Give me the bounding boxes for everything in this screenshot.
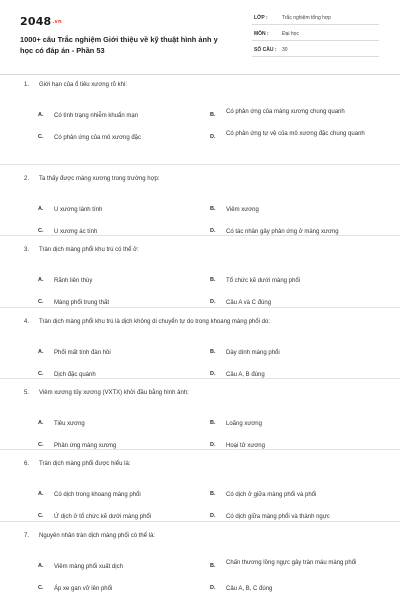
option-letter: D. xyxy=(210,134,216,140)
option-letter: B. xyxy=(210,349,216,355)
question-prompt: Viêm xương tủy xương (VXTX) khởi đầu bằng hình ảnh: xyxy=(39,390,189,396)
option-letter: C. xyxy=(38,442,44,448)
question-prompt: Tràn dịch màng phổi khu trú có thể ở: xyxy=(39,247,139,253)
option-text: Rãnh liên thùy xyxy=(54,278,93,284)
question-prompt: Nguyên nhân tràn dịch màng phổi có thể là: xyxy=(39,533,156,539)
question-divider xyxy=(0,521,400,522)
question-prompt: Tràn dịch màng phổi khu trú là dịch không di chuyển tự do trong khoang màng phổi do: xyxy=(39,319,270,325)
option-text: Câu A và C đúng xyxy=(226,300,272,306)
option-letter: B. xyxy=(210,563,216,569)
option-text: Dịch đặc quánh xyxy=(54,372,96,378)
question-prompt: Ta thấy được màng xương trong trường hợp: xyxy=(39,176,160,182)
option-text: Viêm xương xyxy=(226,207,259,213)
question-number: 5. xyxy=(24,390,30,396)
question-text xyxy=(24,390,384,396)
option-text: U xương ác tính xyxy=(54,229,98,235)
option-text: Chấn thương lồng ngực gây tràn máu màng phổi xyxy=(226,560,357,566)
option-text: Phản ứng màng xương xyxy=(54,443,117,449)
site-logo[interactable] xyxy=(20,15,62,28)
meta-value: Trắc nghiệm tổng hợp xyxy=(282,15,331,21)
option-text: Tiêu xương xyxy=(54,421,85,427)
question-divider xyxy=(0,378,400,379)
document-title: 1000+ câu Trắc nghiệm Giới thiệu về kỹ thuật hình ảnh y học có đáp án - Phần 53 xyxy=(20,35,218,55)
option-text: Có phản ứng tự vệ của mô xương đặc chung quanh xyxy=(226,131,365,137)
option-text: Dày dính màng phổi xyxy=(226,350,280,356)
meta-subject-row xyxy=(252,28,379,41)
option-text: Câu A, B, C đúng xyxy=(226,586,273,592)
option-letter: D. xyxy=(210,228,216,234)
meta-label: MÔN : xyxy=(254,31,269,37)
option-letter: D. xyxy=(210,299,216,305)
option-letter: A. xyxy=(38,277,44,283)
option-letter: A. xyxy=(38,349,44,355)
option-letter: C. xyxy=(38,134,44,140)
option-letter: A. xyxy=(38,563,44,569)
option-letter: A. xyxy=(38,491,44,497)
option-letter: A. xyxy=(38,206,44,212)
header-divider xyxy=(0,74,400,75)
option-text: Có tình trạng nhiễm khuẩn mạn xyxy=(54,113,139,119)
option-text: Có dịch giữa màng phổi và thành ngực xyxy=(226,514,330,520)
option-letter: B. xyxy=(210,206,216,212)
question-number: 1. xyxy=(24,82,30,88)
option-text: Viêm màng phổi xuất dịch xyxy=(54,564,123,570)
option-text: Có phản ứng của mô xương đặc xyxy=(54,135,142,141)
meta-label: SỐ CÂU : xyxy=(254,47,277,53)
option-letter: C. xyxy=(38,228,44,234)
option-text: Có dịch ở giữa màng phổi và phổi xyxy=(226,492,317,498)
option-text: Có dịch trong khoang màng phổi xyxy=(54,492,141,498)
option-text: Ứ dịch ở tổ chức kẽ dưới màng phổi xyxy=(54,514,152,520)
option-text: Có phản ứng của màng xương chung quanh xyxy=(226,109,345,115)
option-text: Phổi mất tính đàn hồi xyxy=(54,350,111,356)
meta-value: 30 xyxy=(282,47,288,53)
question-number: 4. xyxy=(24,319,30,325)
option-text: Câu A, B đúng xyxy=(226,372,265,378)
question-text xyxy=(24,533,384,539)
option-letter: A. xyxy=(38,420,44,426)
option-letter: B. xyxy=(210,112,216,118)
option-letter: B. xyxy=(210,491,216,497)
question-text xyxy=(24,319,384,325)
question-number: 6. xyxy=(24,461,30,467)
question-text xyxy=(24,247,384,253)
option-text: Áp xe gan vỡ lên phổi xyxy=(54,586,113,592)
question-text xyxy=(24,82,384,88)
option-letter: C. xyxy=(38,585,44,591)
option-text: U xương lành tính xyxy=(54,207,103,213)
logo-text: 2048 xyxy=(20,15,52,28)
option-text: Loãng xương xyxy=(226,421,262,427)
option-text: Hoại tử xương xyxy=(226,443,265,449)
option-letter: D. xyxy=(210,371,216,377)
option-letter: C. xyxy=(38,299,44,305)
question-text xyxy=(24,461,384,467)
question-prompt: Giới hạn của ổ tiêu xương rõ khi: xyxy=(39,82,127,88)
meta-count-row xyxy=(252,44,379,57)
option-text: Tổ chức kẽ dưới màng phổi xyxy=(226,278,301,284)
question-number: 2. xyxy=(24,176,30,182)
question-text xyxy=(24,176,384,182)
meta-value: Đại học xyxy=(282,31,299,37)
option-text: Có tác nhân gây phản ứng ở màng xương xyxy=(226,229,339,235)
option-text: Màng phổi trung thất xyxy=(54,300,110,306)
question-prompt: Tràn dịch màng phổi được hiểu là: xyxy=(39,461,131,467)
option-letter: D. xyxy=(210,513,216,519)
question-divider xyxy=(0,307,400,308)
option-letter: B. xyxy=(210,277,216,283)
option-letter: C. xyxy=(38,513,44,519)
logo-suffix: .vn xyxy=(52,19,62,25)
document-header xyxy=(0,0,400,72)
option-letter: C. xyxy=(38,371,44,377)
question-divider xyxy=(0,164,400,165)
question-divider xyxy=(0,235,400,236)
question-divider xyxy=(0,449,400,450)
question-number: 3. xyxy=(24,247,30,253)
option-letter: D. xyxy=(210,442,216,448)
option-letter: D. xyxy=(210,585,216,591)
question-number: 7. xyxy=(24,533,30,539)
option-letter: B. xyxy=(210,420,216,426)
meta-class-row xyxy=(252,12,379,25)
option-letter: A. xyxy=(38,112,44,118)
meta-label: LỚP : xyxy=(254,15,268,21)
